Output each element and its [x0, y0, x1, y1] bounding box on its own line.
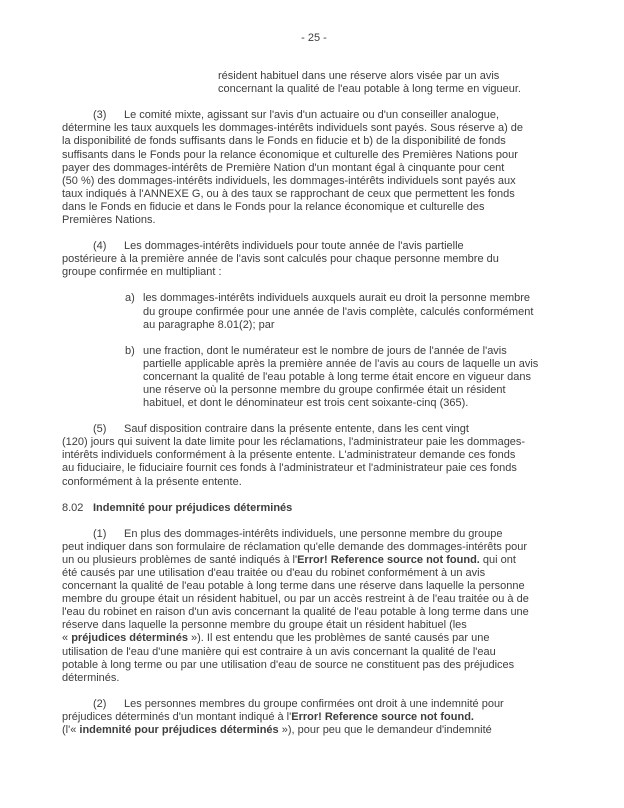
paragraph-8-02-1-text: En plus des dommages-intérêts individuels, une personne membre du groupe peut indiquer dans son formulaire de réclamation qu'elle demande des dommages-intérêts pour un ou plusieurs problèmes de santé indiqués à l'Error! Reference source not found. qui ont été causés par une utilisation d'eau traitée ou d'eau du robinet conformément à un avis concernant la qualité de l'eau potable à long terme dans une réserve dans laquelle la personne membre du groupe était un résident habituel, ou par un accès restreint à de l'eau traitée ou à de l'eau du robinet en raison d'un avis concernant la qualité de l'eau potable à long terme dans une réserve dans laquelle la personne membre du groupe était un résident habituel (les « préjudices déterminés »). Il est entendu que les problèmes de santé causés par une utilisation de l'eau d'une manière qui est contraire à un avis concernant la qualité de l'eau potable à long terme ou par une utilisation d'eau de source ne constituent pas des préjudices déterminés. — [62, 527, 529, 684]
paragraph-3 — [62, 109, 566, 227]
section-title: Indemnité pour préjudices déterminés — [93, 501, 293, 514]
list-item-a-marker: a) — [125, 292, 135, 305]
section-8-02-heading — [62, 502, 566, 515]
list-item-b-marker: b) — [125, 344, 135, 357]
paragraph-8-02-1-label: (1) — [93, 527, 107, 540]
list-item-b — [125, 345, 566, 410]
list-item-b-text: une fraction, dont le numérateur est le nombre de jours de l'année de l'avis partielle applicable après la première année de l'avis au cours de laquelle un avis concernant la qualité de l'eau potable à long terme était encore en vigueur dans une réserve où la personne membre du groupe confirmée était un résident habituel, et dont le dénominateur est trois cent soixante-cinq (365). — [143, 344, 539, 410]
paragraph-4-label: (4) — [93, 240, 107, 253]
paragraph-3-label: (3) — [93, 109, 107, 122]
continuation-paragraph: résident habituel dans une réserve alors visée par un avis concernant la qualité de l'eau potable à long terme en vigueur. — [218, 70, 521, 96]
paragraph-5-label: (5) — [93, 423, 107, 436]
paragraph-4-text: Les dommages-intérêts individuels pour toute année de l'avis partielle postérieure à la première année de l'avis sont calculés pour chaque personne membre du groupe confirmée en multipliant : — [62, 240, 499, 279]
paragraph-8-02-2 — [62, 698, 566, 737]
paragraph-8-02-2-text: Les personnes membres du groupe confirmées ont droit à une indemnité pour préjudices déterminés d'un montant indiqué à l'Error! Reference source not found. (l'« indemnité pour préjudices déterminés »), pour peu que le demandeur d'indemnité — [62, 697, 504, 737]
paragraph-4 — [62, 240, 566, 279]
list-item-a-text: les dommages-intérêts individuels auxquels aurait eu droit la personne membre du groupe confirmée pour une année de l'avis complète, calculés conformément au paragraphe 8.01(2); par — [143, 292, 534, 331]
paragraph-5-text: Sauf disposition contraire dans la présente entente, dans les cent vingt (120) jours qui suivent la date limite pour les réclamations, l'administrateur paie les dommages- intérêts individuels conformément à la présente entente. L'administrateur demande ces fonds au fiduciaire, le fiduciaire fournit ces fonds à l'administrateur et l'administrateur paie ces fonds conformément à la présente entente. — [62, 423, 526, 488]
paragraph-8-02-1 — [62, 528, 566, 685]
page-number: - 25 - — [301, 32, 327, 44]
paragraph-5 — [62, 423, 566, 488]
paragraph-3-text: Le comité mixte, agissant sur l'avis d'un actuaire ou d'un conseiller analogue, détermine les taux auxquels les dommages-intérêts individuels sont payés. Sous réserve a) de la disponibilité de fonds suffisants dans le Fonds en fiducie et b) de la disponibilité de fonds suffisants dans le Fonds pour la relance économique et culturelle des Premières Nations pour payer des dommages-intérêts de Première Nation d'un montant égal à cinquante pour cent (50 %) des dommages-intérêts individuels, les dommages-intérêts individuels sont payés aux taux indiqués à l'ANNEXE G, ou à des taux se rapprochant de ceux que permettent les fonds dans le Fonds en fiducie et dans le Fonds pour la relance économique et culturelle des Premières Nations. — [62, 109, 524, 227]
sub-item-list — [125, 292, 566, 410]
section-number: 8.02 — [62, 501, 84, 514]
paragraph-8-02-2-label: (2) — [93, 697, 107, 710]
list-item-a — [125, 292, 566, 331]
